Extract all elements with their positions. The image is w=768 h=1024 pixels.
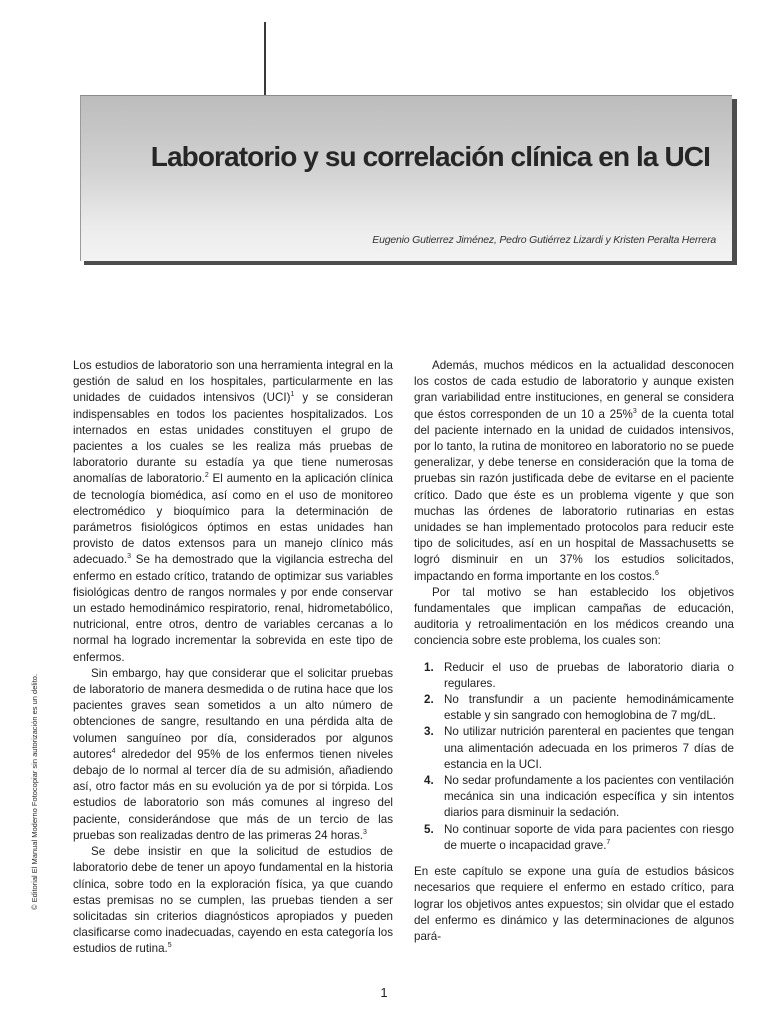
list-item-number: 2. <box>424 693 434 707</box>
list-item-text: No sedar profundamente a los pacientes con ventilación mecánica sin una indicación específica y sin intentos diarios para disminuir la sedación. <box>444 774 734 820</box>
list-item-number: 1. <box>424 660 434 674</box>
paragraph-objectives: Por tal motivo se han establecido los objetivos fundamentales que implican campañas de educación, auditoria y retroalimentación en los médicos creando una conciencia sobre este problema, los cuales son: <box>414 585 734 648</box>
paragraph-chapter-scope: En este capítulo se expone una guía de estudios básicos necesarios que requiere el enfermo en estado crítico, para lograr los objetivos antes expuestos; sin olvidar que el estado del enfermo es dinámico y las determinaciones de algunos pará- <box>414 865 734 943</box>
citation-ref: 6 <box>655 569 659 577</box>
citation-ref: 3 <box>127 553 132 561</box>
list-item <box>414 822 734 854</box>
list-item <box>414 724 734 773</box>
citation-ref: 1 <box>290 391 295 399</box>
list-item <box>414 660 734 692</box>
list-item <box>414 773 734 822</box>
citation-ref: 4 <box>111 748 116 756</box>
citation-ref: 3 <box>632 407 637 415</box>
list-item-text: No transfundir a un paciente hemodinámicamente estable y sin sangrado con hemoglobina de 7 mg/dL. <box>444 693 734 723</box>
chapter-authors: Eugenio Gutierrez Jiménez, Pedro Gutiérrez Lizardi y Kristen Peralta Herrera <box>372 234 716 246</box>
paragraph-clinical-history: Se debe insistir en que la solicitud de estudios de laboratorio debe de tener un apoyo fundamental en la historia clínica, sobre todo en la exploración física, ya que cuando estas premisas no se cumplen, las pruebas tienden a ser solicitadas sin criterios diagnósticos apropiados y pueden clasificarse como inadecuadas, cayendo en esta categoría los estudios de rutina.$^5$ <box>73 845 393 956</box>
objectives-list <box>414 660 734 854</box>
paragraph-intro: Los estudios de laboratorio son una herramienta integral en la gestión de salud en los hospitales, particularmente en las unidades de cuidados intensivos (UCI)$^1$ y se consideran indispensables en todos los pacientes hospitalizados. Los internados en estas unidades constituyen el grupo de pacientes a los cuales se les realiza más pruebas de laboratorio durante su estadía ya que tiene numerosas anomalías de laboratorio.$^2$ El aumento en la aplicación clínica de tecnología biomédica, así como en el uso de monitoreo electromédico y bioquímico para la determinación de parámetros fisiológicos óptimos en estas unidades han provisto de datos extensos para un manejo clínico más adecuado.$^3$ Se ha demostrado que la vigilancia estrecha del enfermo en estado crítico, tratando de optimizar sus variables fisiológicas dentro de rangos normales y por ende conservar un estado hemodinámico respiratorio, renal, hidrometabólico, nutricional, entre otros, dentro de variables cercanas a lo normal ha logrado incrementar la sobrevida en este tipo de enfermos. <box>73 359 393 664</box>
chapter-title: Laboratorio y su correlación clínica en la UCI <box>150 141 710 172</box>
page-number: 1 <box>380 985 388 1000</box>
list-item-number: 3. <box>424 725 434 739</box>
citation-ref: 3 <box>363 829 367 837</box>
citation-ref: 2 <box>204 472 209 480</box>
list-item <box>414 692 734 724</box>
list-item-number: 4. <box>424 774 434 788</box>
copyright-sidebar-notice: © Editorial El Manual Moderno Fotocopiar sin autorización es un delito. <box>30 673 39 910</box>
paragraph-blood-loss: Sin embargo, hay que considerar que el solicitar pruebas de laboratorio de manera desmedida o de rutina hace que los pacientes graves sean sometidos a un alto número de obtenciones de sangre, resultando en una pérdida alta de volumen sanguíneo por día, considerados por algunos autores$^4$ alrededor del 95% de los enfermos tienen niveles debajo de lo normal al tercer día de su admisión, añadiendo así, otro factor más en su evolución ya de por si tórpida. Los estudios de laboratorio son más comunes al ingreso del paciente, considerándose que más de un tercio de las pruebas son realizadas dentro de las primeras 24 horas.$^3$ <box>73 666 393 842</box>
list-item-text: Reducir el uso de pruebas de laboratorio diaria o regulares. <box>444 660 734 690</box>
citation-ref: 5 <box>167 942 172 950</box>
header-banner-shadow-bottom <box>84 261 737 265</box>
list-item-number: 5. <box>424 822 434 836</box>
right-text-column <box>414 358 734 945</box>
list-item-text: No continuar soporte de vida para pacientes con riesgo de muerte o incapacidad grave. <box>444 822 734 852</box>
list-item-text: No utilizar nutrición parenteral en pacientes que tengan una alimentación adecuada en los primeros 7 días de estancia en la UCI. <box>444 725 734 771</box>
citation-ref: 7 <box>606 839 611 847</box>
header-banner-shadow-right <box>732 99 737 265</box>
decorative-vertical-rule <box>264 22 266 97</box>
paragraph-costs: Además, muchos médicos en la actualidad desconocen los costos de cada estudio de laboratorio y aunque existen gran variabilidad entre instituciones, en general se considera que éstos corresponden de un 10 a 25%$^3$ de la cuenta total del paciente internado en la unidad de cuidados intensivos, por lo tanto, la rutina de monitoreo en laboratorio no se puede generalizar, y debe tenerse en consideración que la toma de pruebas sin razón justificada debe de evitarse en el paciente crítico. Dado que éste es un problema vigente y que son muchas las órdenes de laboratorio rutinarias en estas unidades se han implementado protocolos para reducir este tipo de solicitudes, así en un hospital de Massachusetts se logró disminuir en un 37% los estudios solicitados, impactando en forma importante en los costos.$^6$ <box>414 359 734 583</box>
left-text-column <box>73 358 393 958</box>
